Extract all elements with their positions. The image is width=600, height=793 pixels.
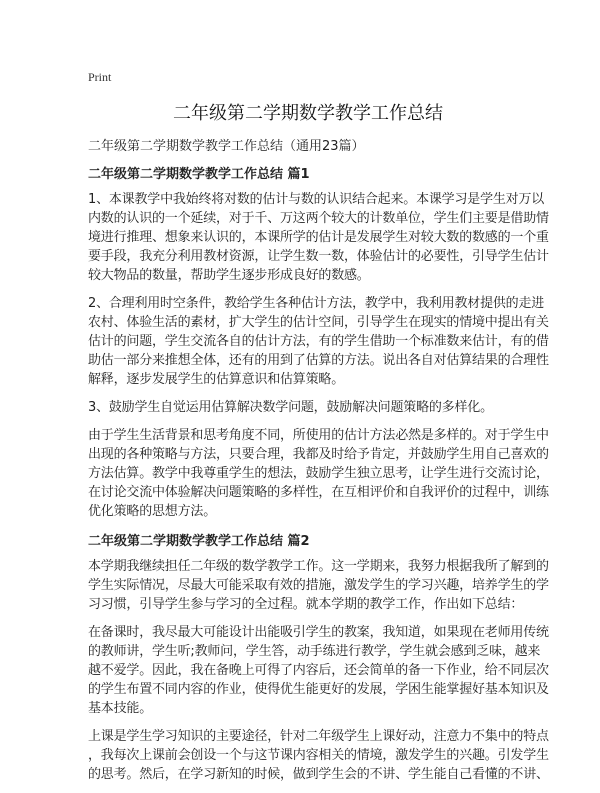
paragraph-line: 在讨论交流中体验解决问题策略的多样性，在互相评价和自我评价的过程中，训练 <box>88 485 549 500</box>
paragraph-line: 农村、体验生活的素材，扩大学生的估计空间，引导学生在现实的情境中提出有关 <box>88 315 549 330</box>
document-subtitle: 二年级第二学期数学教学工作总结（通用23篇） <box>88 139 365 154</box>
paragraph-line: 上课是学生学习知识的主要途径，针对二年级学生上课好动，注意力不集中的特点 <box>88 729 549 744</box>
paragraph <box>88 727 549 784</box>
paragraph-line: 估计的问题，学生交流各自的估计方法，有的学生借助一个标准数来估计，有的借 <box>88 334 549 349</box>
paragraph-line: 的学生布置不同内容的作业，使得优生能更好的发展，学困生能掌握好基本知识及 <box>88 682 549 697</box>
paragraph-line: 在备课时，我尽最大可能设计出能吸引学生的教案，我知道，如果现在老师用传统 <box>88 625 549 640</box>
paragraph-line: 的教师讲，学生听;教师问，学生答，动手练进行教学，学生就会感到乏味，越来 <box>88 644 541 659</box>
paragraph-line: ，我每次上课前会创设一个与这节课内容相关的情境，激发学生的兴趣。引发学生 <box>88 748 549 763</box>
paragraph-line: 1、本课教学中我始终将对数的估计与数的认识结合起来。本课学习是学生对万以 <box>88 192 545 207</box>
document-page <box>88 70 549 793</box>
paragraph-line: 2、合理利用时空条件，教给学生各种估计方法，教学中，我利用教材提供的走进 <box>88 296 545 311</box>
paragraph-line: 解释，逐步发展学生的估算意识和估算策略。 <box>88 372 345 387</box>
document-title: 二年级第二学期数学教学工作总结 <box>173 103 443 124</box>
section-heading: 二年级第二学期数学教学工作总结 篇2 <box>88 534 310 549</box>
paragraph-line: 由于学生生活背景和思考角度不同，所使用的估计方法必然是多样的。对于学生中 <box>88 428 549 443</box>
paragraph-line: 出现的各种策略与方法，只要合理，我都及时给予肯定，并鼓励学生用自己喜欢的 <box>88 447 549 462</box>
paragraph-line: 助估一部分来推想全体，还有的用到了估算的方法。说出各自对估算结果的合理性 <box>88 353 549 368</box>
sections <box>88 163 549 784</box>
paragraph <box>88 398 528 417</box>
paragraph-line: 较大物品的数量，帮助学生逐步形成良好的数感。 <box>88 268 370 283</box>
paragraph <box>88 426 549 521</box>
paragraph-line: 基本技能。 <box>88 701 153 716</box>
paragraph-line: 境进行推理、想象来认识的，本课所学的估计是发展学生对较大数的数感的一个重 <box>88 230 549 245</box>
paragraph-line: 内数的认识的一个延续，对于千、万这两个较大的计数单位，学生们主要是借助情 <box>88 211 549 226</box>
paragraph-line: 要手段，我充分利用教材资源，让学生数一数，体验估计的必要性，引导学生估计 <box>88 249 549 264</box>
paragraph <box>88 294 549 389</box>
paragraph-line: 方法估算。教学中我尊重学生的想法，鼓励学生独立思考，让学生进行交流讨论， <box>88 466 549 481</box>
paragraph-line: 优化策略的思想方法。 <box>88 504 217 519</box>
paragraph-line: 越不爱学。因此，我在备晚上可得了内容后，还会简单的备一下作业，给不同层次 <box>88 663 549 678</box>
section-heading: 二年级第二学期数学教学工作总结 篇1 <box>88 167 310 182</box>
paragraph-line: 习习惯，引导学生参与学习的全过程。就本学期的教学工作，作出如下总结： <box>88 597 524 612</box>
print-link[interactable]: Print <box>88 70 112 84</box>
paragraph-line: 的思考。然后，在学习新知的时候，做到学生会的不讲、学生能自己看懂的不讲、 <box>88 767 549 782</box>
paragraph-line: 本学期我继续担任二年级的数学教学工作。这一学期来，我努力根据我所了解到的 <box>88 559 549 574</box>
paragraph-line: 3、鼓励学生自觉运用估算解决数学问题，鼓励解决问题策略的多样化。 <box>88 400 493 415</box>
paragraph <box>88 623 549 718</box>
paragraph <box>88 190 549 285</box>
paragraph <box>88 557 549 614</box>
paragraph-line: 学生实际情况，尽最大可能采取有效的措施，激发学生的学习兴趣，培养学生的学 <box>88 578 549 593</box>
